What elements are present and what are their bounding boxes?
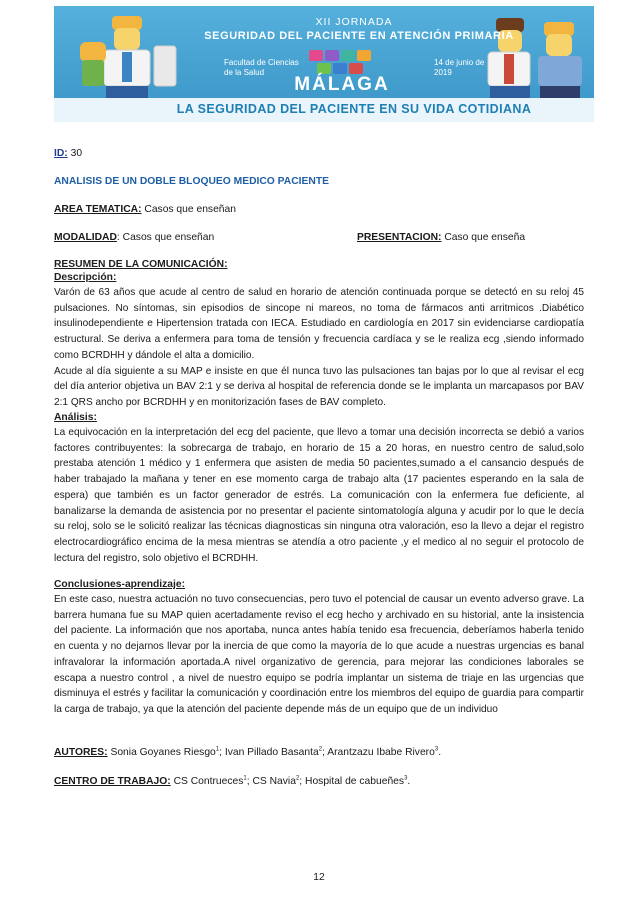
author-3-ref: 3 bbox=[434, 746, 439, 753]
analisis-heading: Análisis: bbox=[54, 412, 97, 423]
lego-figures-right-image bbox=[482, 12, 592, 100]
presentacion-value: Caso que enseña bbox=[441, 232, 526, 243]
presentacion-label: PRESENTACION: bbox=[357, 232, 442, 243]
descripcion-section bbox=[54, 285, 584, 411]
descripcion-heading: Descripción: bbox=[54, 272, 117, 283]
page-number: 12 bbox=[313, 872, 325, 883]
autores-label: AUTORES: bbox=[54, 747, 108, 758]
centro-2-ref: 2 bbox=[295, 775, 300, 782]
conclusiones-paragraph: En este caso, nuestra actuación no tuvo consecuencias, pero tuvo el potencial de causar un evento adverso grave. La barrera humana fue su MAP quien acertadamente reviso el ecg hecho y archivado en su historial, ante la insistencia del paciente. La información que nos aportaba, nunca antes había tenido esa frecuencia, deberíamos haberla tenido en cuenta y no dejarnos llevar por la inercia de que como la mayoría de lo que acude a nuestras urgencias es banal infravalorar la información aportada.A nivel organizativo de gerencia, para mejorar las condiciones laborales se escapa a nuestro control , a nivel de nuestro equipo se podría implantar un sistema de triaje en las urgencias que disminuya el estrés y facilitar la comunicación y coordinación entre los miembros del equipo de guardia para compartir la carga de trabajo, ya que la atención del paciente depende más de un equipo que de un individuo bbox=[54, 594, 584, 715]
centro-3-ref: 3 bbox=[404, 775, 408, 782]
centro-3: ; Hospital de cabueñes bbox=[299, 776, 405, 787]
descripcion-paragraph-2: Acude al día siguiente a su MAP e insiste en que él nunca tuvo las pulsaciones tan bajas por lo que al revisar el ecg del día anterior objetiva un BAV 2:1 y se deriva al hospital de referencia donde se le implanta un marcapasos por BAV 2:1 QRS ancho por BCRDHH y en monitorización fases de BAV completo. bbox=[54, 365, 584, 408]
centro-end: . bbox=[407, 776, 411, 787]
banner-event-title: SEGURIDAD DEL PACIENTE EN ATENCIÓN PRIMARIA bbox=[204, 30, 514, 42]
centro-label: CENTRO DE TRABAJO: bbox=[54, 776, 171, 787]
id-value: 30 bbox=[67, 148, 83, 159]
id-line bbox=[54, 147, 82, 160]
analisis-section bbox=[54, 425, 584, 566]
resumen-heading: RESUMEN DE LA COMUNICACIÓN: bbox=[54, 259, 228, 270]
presentacion-line bbox=[357, 231, 525, 244]
modalidad-label: MODALIDAD bbox=[54, 232, 117, 243]
autores-line bbox=[54, 746, 441, 759]
conclusiones-section bbox=[54, 592, 584, 718]
centro-2: ; CS Navia bbox=[246, 776, 296, 787]
author-2: ; Ivan Pillado Basanta bbox=[219, 747, 319, 758]
abstract-title: ANALISIS DE UN DOBLE BLOQUEO MEDICO PACIENTE bbox=[54, 176, 329, 187]
id-label: ID: bbox=[54, 148, 68, 159]
author-3: ; Arantzazu Ibabe Rivero bbox=[322, 747, 435, 758]
area-value: Casos que enseñan bbox=[141, 204, 236, 215]
modalidad-value: : Casos que enseñan bbox=[116, 232, 215, 243]
conclusiones-heading: Conclusiones-aprendizaje: bbox=[54, 579, 186, 590]
banner-date: 14 de junio de 2019 bbox=[434, 58, 485, 77]
modalidad-line bbox=[54, 231, 214, 244]
analisis-paragraph: La equivocación en la interpretación del ecg del paciente, que llevo a tomar una decisión incorrecta se debió a varios factores contribuyentes: la sobrecarga de trabajo, en horario de 15 a 20 horas, en nuestro centro de salud,solo prestaba atención 1 médico y 1 enfermera que asisten de media 50 pacientes,sumado a el cansancio después de haber trabajado la mañana y tener en ese momento carga de trabajo alta (17 pacientes esperando en la sala de espera) que también es un factor generador de estrés. La comunicación con la enfermera fue deficiente, al banalizarse la demanda de asistencia por no presentar el paciente sintomatología alguna y acudir por lo que le decía su reloj, solo se le solicitó realizar las técnicas diagnosticas sin ninguna otra valoración, eso la llevo a dejar el registro electrocardiográfico encima de la mesa mientras se atendía a otro paciente ,y el medico al no seguir el protocolo de lectura del registro, solo objetivo el BCRDHH. bbox=[54, 427, 584, 564]
descripcion-paragraph-1: Varón de 63 años que acude al centro de salud en horario de atención continuada porque se detectó en su reloj 45 pulsaciones. No síntomas, sin episodios de sincope ni mareos, no toma de fármacos anti arritmicos .Diabético insulinodependiente e Hipertension tratada con IECA. Estudiado en cardiología en 2017 sin evidenciarse cardiopatía estructural. Se deriva a enfermera para toma de tensión y frecuencia cardíaca y se le realiza ecg ,siendo informado como BCRDHH y dándole el alta a domicilio. bbox=[54, 287, 584, 361]
centro-line bbox=[54, 775, 410, 788]
author-1: Sonia Goyanes Riesgo bbox=[107, 747, 216, 758]
colored-cubes-logo bbox=[309, 50, 373, 74]
author-1-ref: 1 bbox=[215, 746, 220, 753]
banner-faculty: Facultad de Ciencias de la Salud bbox=[224, 58, 299, 77]
banner-edition: XII JORNADA bbox=[315, 16, 393, 28]
banner-city: MÁLAGA bbox=[294, 74, 390, 95]
author-2-ref: 2 bbox=[318, 746, 323, 753]
centro-1-ref: 1 bbox=[243, 775, 247, 782]
centro-1: CS Contrueces bbox=[170, 776, 244, 787]
banner-tagline: LA SEGURIDAD DEL PACIENTE EN SU VIDA COTIDIANA bbox=[176, 102, 532, 116]
autores-end: . bbox=[438, 747, 442, 758]
lego-figures-left-image bbox=[74, 12, 184, 100]
area-line bbox=[54, 203, 236, 216]
area-label: AREA TEMATICA: bbox=[54, 204, 142, 215]
header-banner bbox=[54, 6, 594, 122]
